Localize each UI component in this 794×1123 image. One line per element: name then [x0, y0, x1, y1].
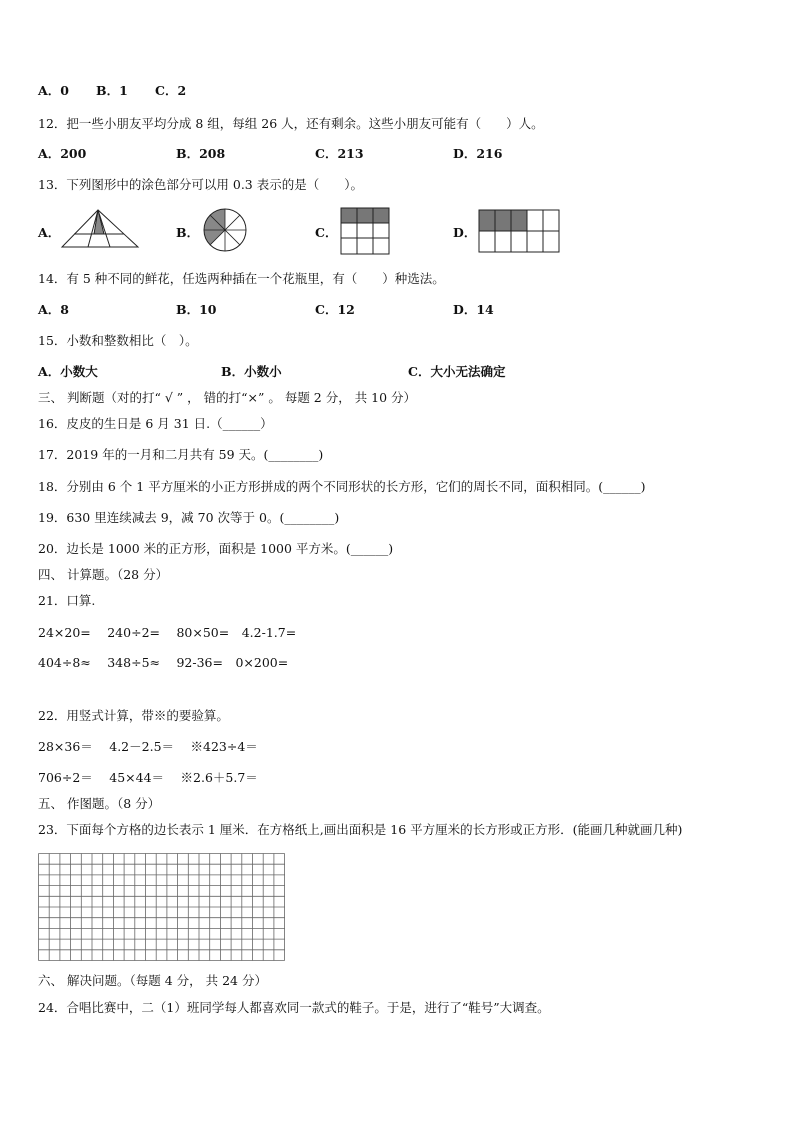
q17-text: 17．2019 年的一月和二月共有 59 天。(________)	[38, 447, 324, 462]
q14-text: 14．有 5 种不同的鲜花，任选两种插在一个花瓶里，有（ ）种选法。	[38, 271, 445, 286]
q23-text: 23．下面每个方格的边长表示 1 厘米．在方格纸上,画出面积是 16 平方厘米的长方形或正方形．(能画几种就画几种)	[38, 822, 683, 837]
q13-option-a[interactable]: A．	[38, 225, 61, 240]
q14-option-b[interactable]: B．10	[176, 302, 217, 317]
section-3-heading: 三、 判断题（对的打“ √ ” ， 错的打“×” 。 每题 2 分， 共 10 分）	[38, 390, 417, 405]
q12-option-b[interactable]: B．208	[176, 146, 226, 161]
section-6-heading: 六、 解决问题。（每题 4 分， 共 24 分）	[38, 973, 267, 988]
q13-option-d[interactable]: D．	[453, 225, 477, 240]
grid-5x2-figure	[478, 209, 560, 253]
q21-row-2: 404÷8≈ 348÷5≈ 92-36= 0×200=	[38, 655, 289, 670]
q13-option-b[interactable]: B．	[176, 225, 200, 240]
q22-text: 22．用竖式计算，带※的要验算。	[38, 708, 229, 723]
q11-option-b[interactable]: B．1	[96, 83, 128, 98]
q12-option-c[interactable]: C．213	[315, 146, 364, 161]
circle-figure	[202, 207, 248, 253]
q13-text: 13．下列图形中的涂色部分可以用 0.3 表示的是（ ）。	[38, 177, 363, 192]
q21-text: 21．口算.	[38, 593, 96, 608]
q15-option-a[interactable]: A．小数大	[38, 364, 98, 379]
q24-text: 24．合唱比赛中，二（1）班同学每人都喜欢同一款式的鞋子。于是，进行了“鞋号”大调查。	[38, 1000, 550, 1015]
q16-text: 16．皮皮的生日是 6 月 31 日.（______）	[38, 416, 273, 431]
q21-row-1: 24×20= 240÷2= 80×50= 4.2-1.7=	[38, 625, 297, 640]
q12-option-a[interactable]: A．200	[38, 146, 87, 161]
q12-text: 12．把一些小朋友平均分成 8 组，每组 26 人，还有剩余。这些小朋友可能有（ ）人。	[38, 116, 544, 131]
q11-option-a[interactable]: A．0	[38, 83, 69, 98]
q15-option-c[interactable]: C．大小无法确定	[408, 364, 506, 379]
q15-option-b[interactable]: B．小数小	[221, 364, 282, 379]
section-4-heading: 四、 计算题。（28 分）	[38, 567, 169, 582]
q13-option-c[interactable]: C．	[315, 225, 338, 240]
q14-option-a[interactable]: A．8	[38, 302, 69, 317]
grid-3x3-figure	[340, 207, 390, 255]
q22-row-1: 28×36＝ 4.2－2.5＝ ※423÷4＝	[38, 739, 258, 754]
q12-option-d[interactable]: D．216	[453, 146, 503, 161]
q18-text: 18．分别由 6 个 1 平方厘米的小正方形拼成的两个不同形状的长方形，它们的周长不同，面积相同。(______)	[38, 479, 646, 494]
q14-option-d[interactable]: D．14	[453, 302, 494, 317]
q15-text: 15．小数和整数相比（ ）。	[38, 333, 198, 348]
triangle-figure	[60, 209, 140, 249]
square-grid-paper[interactable]	[38, 853, 287, 964]
section-5-heading: 五、 作图题。（8 分）	[38, 796, 161, 811]
q19-text: 19．630 里连续减去 9，减 70 次等于 0。(________)	[38, 510, 340, 525]
q20-text: 20．边长是 1000 米的正方形，面积是 1000 平方米。(______)	[38, 541, 394, 556]
q11-option-c[interactable]: C．2	[155, 83, 187, 98]
q14-option-c[interactable]: C．12	[315, 302, 355, 317]
q22-row-2: 706÷2＝ 45×44＝ ※2.6＋5.7＝	[38, 770, 258, 785]
